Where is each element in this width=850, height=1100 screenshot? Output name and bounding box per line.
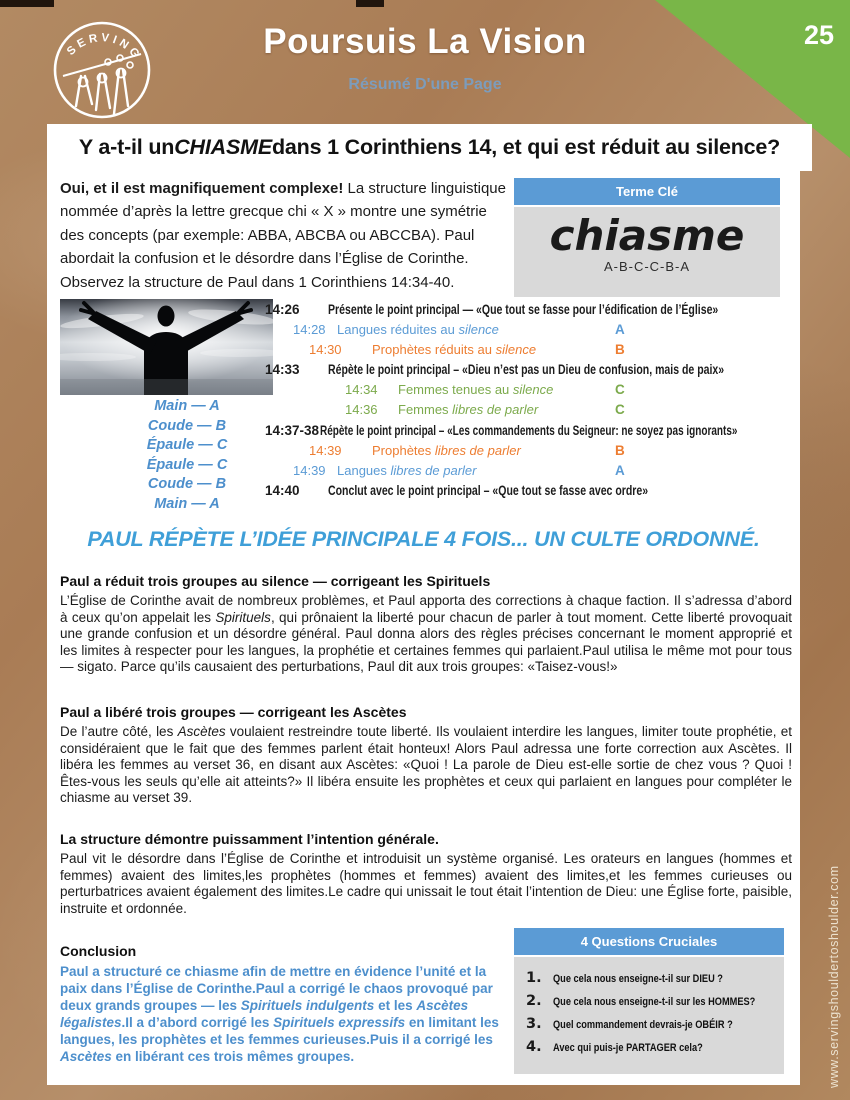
chiasm-letter: A — [615, 322, 625, 338]
chiasm-row — [265, 382, 800, 402]
body-label-letter: B — [215, 476, 227, 493]
scan-mark — [356, 0, 384, 7]
question-item — [526, 1039, 778, 1055]
content-sheet — [47, 171, 800, 1085]
chiasm-row — [265, 443, 800, 463]
body-label-letter: A — [209, 495, 220, 512]
chiasm-text-italic: libres de parler — [390, 462, 477, 478]
body-label: Coude — B — [147, 476, 227, 493]
questions-list — [514, 955, 784, 1074]
chiasm-text: Conclut avec le point principal – «Que tout se fasse avec ordre» — [328, 482, 649, 498]
chiasm-text: Femmes libres de parler — [398, 402, 539, 418]
chiasm-row — [265, 423, 800, 443]
scan-mark — [0, 0, 54, 7]
chiasm-text-italic: libres de parler — [452, 402, 539, 418]
question-number: 2. — [526, 993, 542, 1009]
page-number: 25 — [803, 20, 834, 50]
chiasm-row — [265, 362, 800, 382]
chiasm-row — [265, 463, 800, 483]
verse-ref: 14:30 — [309, 342, 342, 358]
chiasm-row — [265, 483, 800, 503]
body-label-letter: C — [216, 437, 228, 454]
chiasm-text-italic: silence — [495, 342, 537, 358]
big-statement: PAUL RÉPÈTE L’IDÉE PRINCIPALE 4 FOIS... UN CULTE ORDONNÉ. — [87, 527, 760, 551]
conclusion-heading: Conclusion — [60, 943, 137, 959]
chiasm-text: Présente le point principal — «Que tout se fasse pour l’édification de l’Église» — [328, 302, 719, 317]
question-text: Quel commandement devrais-je OBÉIR ? — [553, 1019, 733, 1031]
question-item — [526, 1016, 778, 1032]
question-bar: Y a-t-il un CHIASME dans 1 Corinthiens 14, et qui est réduit au silence? — [47, 124, 812, 171]
logo-text: SERVING — [64, 32, 144, 63]
chiasm-text: Prophètes libres de parler — [372, 442, 521, 458]
verse-ref: 14:28 — [293, 322, 326, 338]
body-label-letter: C — [216, 456, 228, 473]
chiasm-row — [265, 302, 800, 322]
questions-box — [514, 928, 784, 1074]
section-heading-1: Paul a réduit trois groupes au silence — corrigeant les Spirituels — [60, 573, 491, 589]
chiasm-text: Langues libres de parler — [337, 462, 477, 478]
verse-ref: 14:33 — [265, 362, 300, 378]
question-number: 1. — [526, 970, 542, 986]
chiasm-text: Langues réduites au silence — [337, 322, 499, 338]
chiasm-letter: C — [615, 402, 625, 418]
verse-ref: 14:40 — [265, 482, 300, 498]
chiasm-row — [265, 402, 800, 422]
key-term-header: Terme Clé — [514, 178, 780, 205]
section-paragraph-1: L’Église de Corinthe avait de nombreux problèmes, et Paul apporta des corrections à chaque faction. Il s’adressa d’abord à ceux qu’on appelait les Spirituels, qui prônaient la liberté pour chacun de parler à tout moment. Cette liberté provoquait une grande confusion et un désordre général. Paul donna alors des règles précises concernant le moment approprié et les limites à respecter pour les langues, la prophétie et certaines femmes qui parlaient.Paul utilisa le même mot pour tous — sigato. Parce qu’ils causaient des perturbations, Paul dit aux trois groupes: «Taisez-vous!» — [60, 593, 792, 675]
chiasm-row — [265, 342, 800, 362]
silhouette-photo — [60, 299, 273, 395]
chiasm-row — [265, 322, 800, 342]
key-term-pattern: A-B-C-C-B-A — [603, 259, 691, 274]
question-number: 3. — [526, 1016, 542, 1032]
body-label-letter: B — [215, 417, 227, 434]
question-item — [526, 970, 778, 986]
chiasm-text: Femmes tenues au silence — [398, 382, 554, 398]
chiasm-text-italic: silence — [458, 322, 499, 338]
chiasm-letter: B — [615, 342, 625, 358]
key-term-word: chiasme — [549, 211, 745, 260]
page-title: Poursuis La Vision — [263, 22, 587, 61]
section-paragraph-3: Paul vit le désordre dans l’Église de Corinthe et introduisit un système organisé. Les orateurs en langues (hommes et femmes) avaient des limites,les prophètes (hommes et femmes) avaient des limites,et les femmes curieuses ou perturbatrices avaient également des limites.Le cadre qui unissait le tout était l’intention de Dieu: une Église forte, paisible, instruite et ordonnée. — [60, 851, 792, 916]
question-item — [526, 993, 778, 1009]
question-number: 4. — [526, 1039, 542, 1055]
section-paragraph-2: De l’autre côté, les Ascètes voulaient restreindre toute liberté. Ils voulaient interdire les langues, limiter toute prophétie, et considéraient que le fait que des femmes parlent était honteux! Alors Paul adressa une forte correction aux Ascètes. Il libéra les femmes au verset 36, en disant aux Ascètes: «Quoi ! La parole de Dieu est-elle sortie de chez vous ? Quoi ! Êtes-vous les seuls qu’elle ait atteints?» Il libéra ensuite les prophètes et ceux qui parlaient en langues pour compléter le chiasme au verset 39. — [60, 724, 792, 806]
body-label: Épaule — C — [146, 456, 228, 473]
chiasm-letter: C — [615, 382, 625, 398]
chiasm-text: Répète le point principal – «Dieu n’est pas un Dieu de confusion, mais de paix» — [328, 362, 725, 378]
key-term-box — [514, 178, 780, 297]
chiasm-text: Répète le point principal – «Les commandements du Seigneur: ne soyez pas ignorants» — [320, 422, 738, 438]
page-subtitle: Résumé D'une Page — [348, 76, 502, 93]
question-text: Que cela nous enseigne-t-il sur DIEU ? — [553, 973, 723, 985]
verse-ref: 14:39 — [309, 442, 342, 458]
body-labels — [117, 397, 257, 515]
chiasm-text-italic: libres de parler — [434, 442, 521, 458]
verse-ref: 14:36 — [345, 402, 378, 418]
body-label: Coude — B — [147, 417, 227, 434]
body-label: Épaule — C — [146, 437, 228, 454]
verse-ref: 14:37-38 — [265, 422, 320, 438]
chiasm-letter: A — [615, 462, 625, 478]
intro-paragraph: Oui, et il est magnifiquement complexe! La structure linguistique nommée d’après la lettre grecque chi « X » montre une symétrie des concepts (par exemple: ABBA, ABCBA ou ABCCBA). Paul abordait la confusion et le désordre dans l’Église de Corinthe. Observez la structure de Paul dans 1 Corinthiens 14:34-40. — [60, 180, 506, 291]
section-heading-3: La structure démontre puissamment l’intention générale. — [60, 831, 439, 847]
verse-ref: 14:26 — [265, 302, 300, 317]
section-heading-2: Paul a libéré trois groupes — corrigeant les Ascètes — [60, 704, 407, 720]
question-text: Avec qui puis-je PARTAGER cela? — [553, 1042, 703, 1054]
questions-header: 4 Questions Cruciales — [514, 928, 784, 955]
body-label: Main — A — [154, 398, 220, 414]
chiasm-text: Prophètes réduits au silence — [372, 342, 537, 358]
body-label-letter: A — [209, 398, 220, 414]
key-term-body — [514, 205, 780, 297]
verse-ref: 14:34 — [345, 382, 378, 398]
chiasm-letter: B — [615, 442, 625, 458]
chiasm-list — [265, 302, 800, 503]
chiasm-text-italic: silence — [512, 382, 554, 398]
body-label: Main — A — [154, 495, 220, 512]
website-url: www.servingshouldertoshoulder.com — [827, 865, 841, 1088]
verse-ref: 14:39 — [293, 462, 326, 478]
question-text: Que cela nous enseigne-t-il sur les HOMMES? — [553, 996, 756, 1008]
conclusion-paragraph: Paul a structuré ce chiasme afin de mettre en évidence l’unité et la paix dans l’Église de Corinthe.Paul a corrigé le chaos provoqué par deux grands groupes — les Spirituels indulgents et les Ascètes légalistes.Il a d’abord corrigé les Spirituels expressifs en limitant les langues, les prophètes et les femmes curieuses.Puis il a corrigé les Ascètes en libérant ces trois mêmes groupes. — [60, 964, 499, 1064]
